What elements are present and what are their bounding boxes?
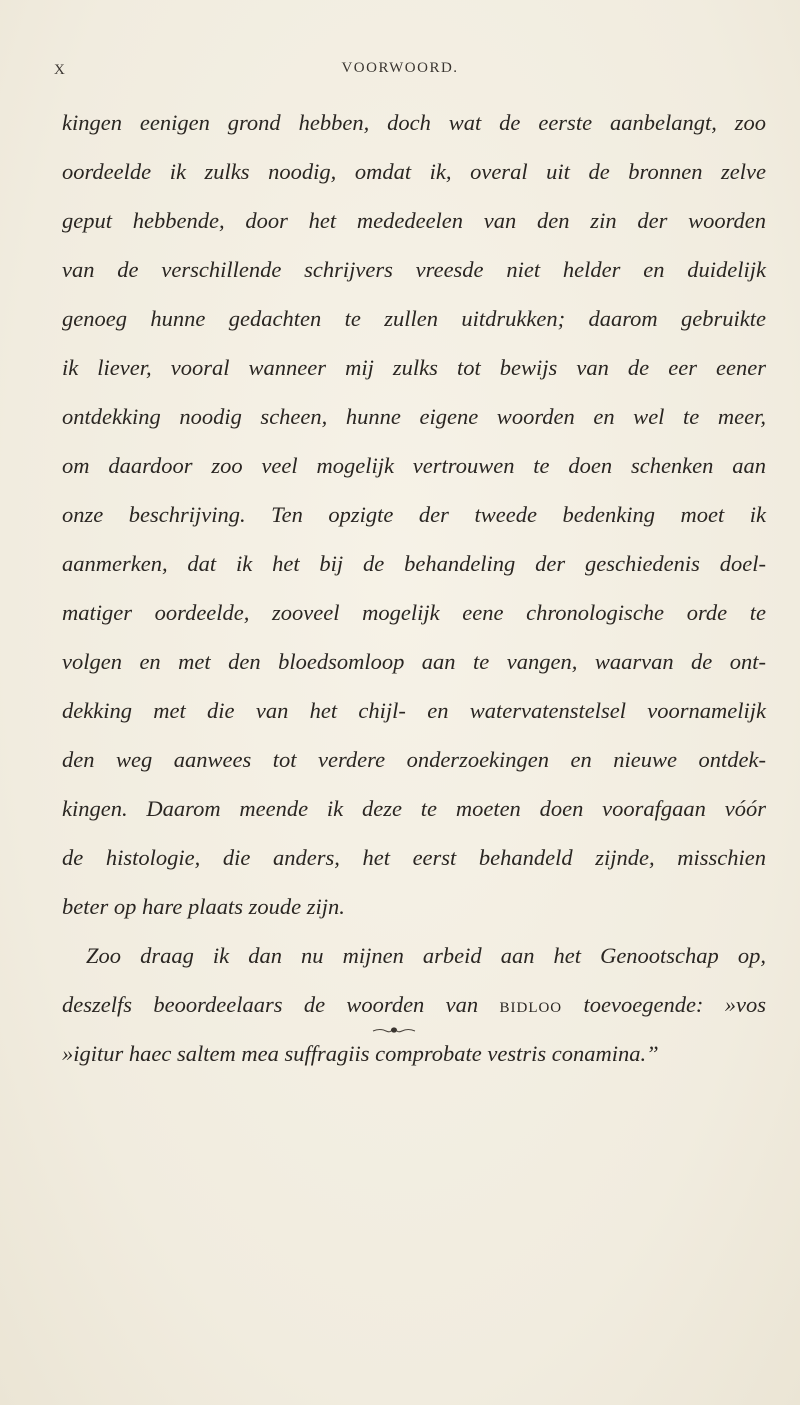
author-name-smallcaps: BIDLOO: [499, 1000, 563, 1016]
text-line: geput hebbende, door het mededeelen van den zin der woorden: [62, 208, 766, 233]
paragraph-2-line-2: [62, 980, 766, 1029]
page-header: [0, 58, 800, 82]
line-text: toevoegende: »vos: [562, 992, 767, 1017]
text-line: dekking met die van het chijl- en watervatenstelsel voornamelijk: [62, 698, 766, 723]
text-line: ontdekking noodig scheen, hunne eigene woorden en wel te meer,: [62, 404, 766, 429]
text-line: den weg aanwees tot verdere onderzoekingen en nieuwe ontdek-: [62, 747, 766, 772]
text-line: kingen eenigen grond hebben, doch wat de eerste aanbelangt, zoo: [62, 110, 766, 135]
text-line: matiger oordeelde, zooveel mogelijk eene chronologische orde te: [62, 600, 766, 625]
page-number: X: [54, 62, 66, 78]
text-line: van de verschillende schrijvers vreesde niet helder en duidelijk: [62, 257, 766, 282]
paragraph-2-line-3: »igitur haec saltem mea suffragiis comprobate vestris conamina.”: [62, 1041, 659, 1066]
paragraph-2-line-1: Zoo draag ik dan nu mijnen arbeid aan het Genootschap op,: [86, 943, 766, 968]
running-head: VOORWOORD.: [341, 60, 459, 76]
text-line: genoeg hunne gedachten te zullen uitdrukken; daarom gebruikte: [62, 306, 766, 331]
text-line: ik liever, vooral wanneer mij zulks tot bewijs van de eer eener: [62, 355, 766, 380]
text-line: om daardoor zoo veel mogelijk vertrouwen te doen schenken aan: [62, 453, 766, 478]
body-text: [62, 98, 766, 1078]
text-line: beter op hare plaats zoude zijn.: [62, 894, 345, 919]
text-line: volgen en met den bloedsomloop aan te vangen, waarvan de ont-: [62, 649, 766, 674]
tail-piece-ornament-icon: [372, 1025, 416, 1035]
text-line: kingen. Daarom meende ik deze te moeten doen voorafgaan vóór: [62, 796, 766, 821]
text-line: aanmerken, dat ik het bij de behandeling der geschiedenis doel-: [62, 551, 766, 576]
text-line: onze beschrijving. Ten opzigte der tweede bedenking moet ik: [62, 502, 766, 527]
line-text: deszelfs beoordeelaars de woorden van: [62, 992, 500, 1017]
text-line: de histologie, die anders, het eerst behandeld zijnde, misschien: [62, 845, 766, 870]
text-line: oordeelde ik zulks noodig, omdat ik, overal uit de bronnen zelve: [62, 159, 766, 184]
